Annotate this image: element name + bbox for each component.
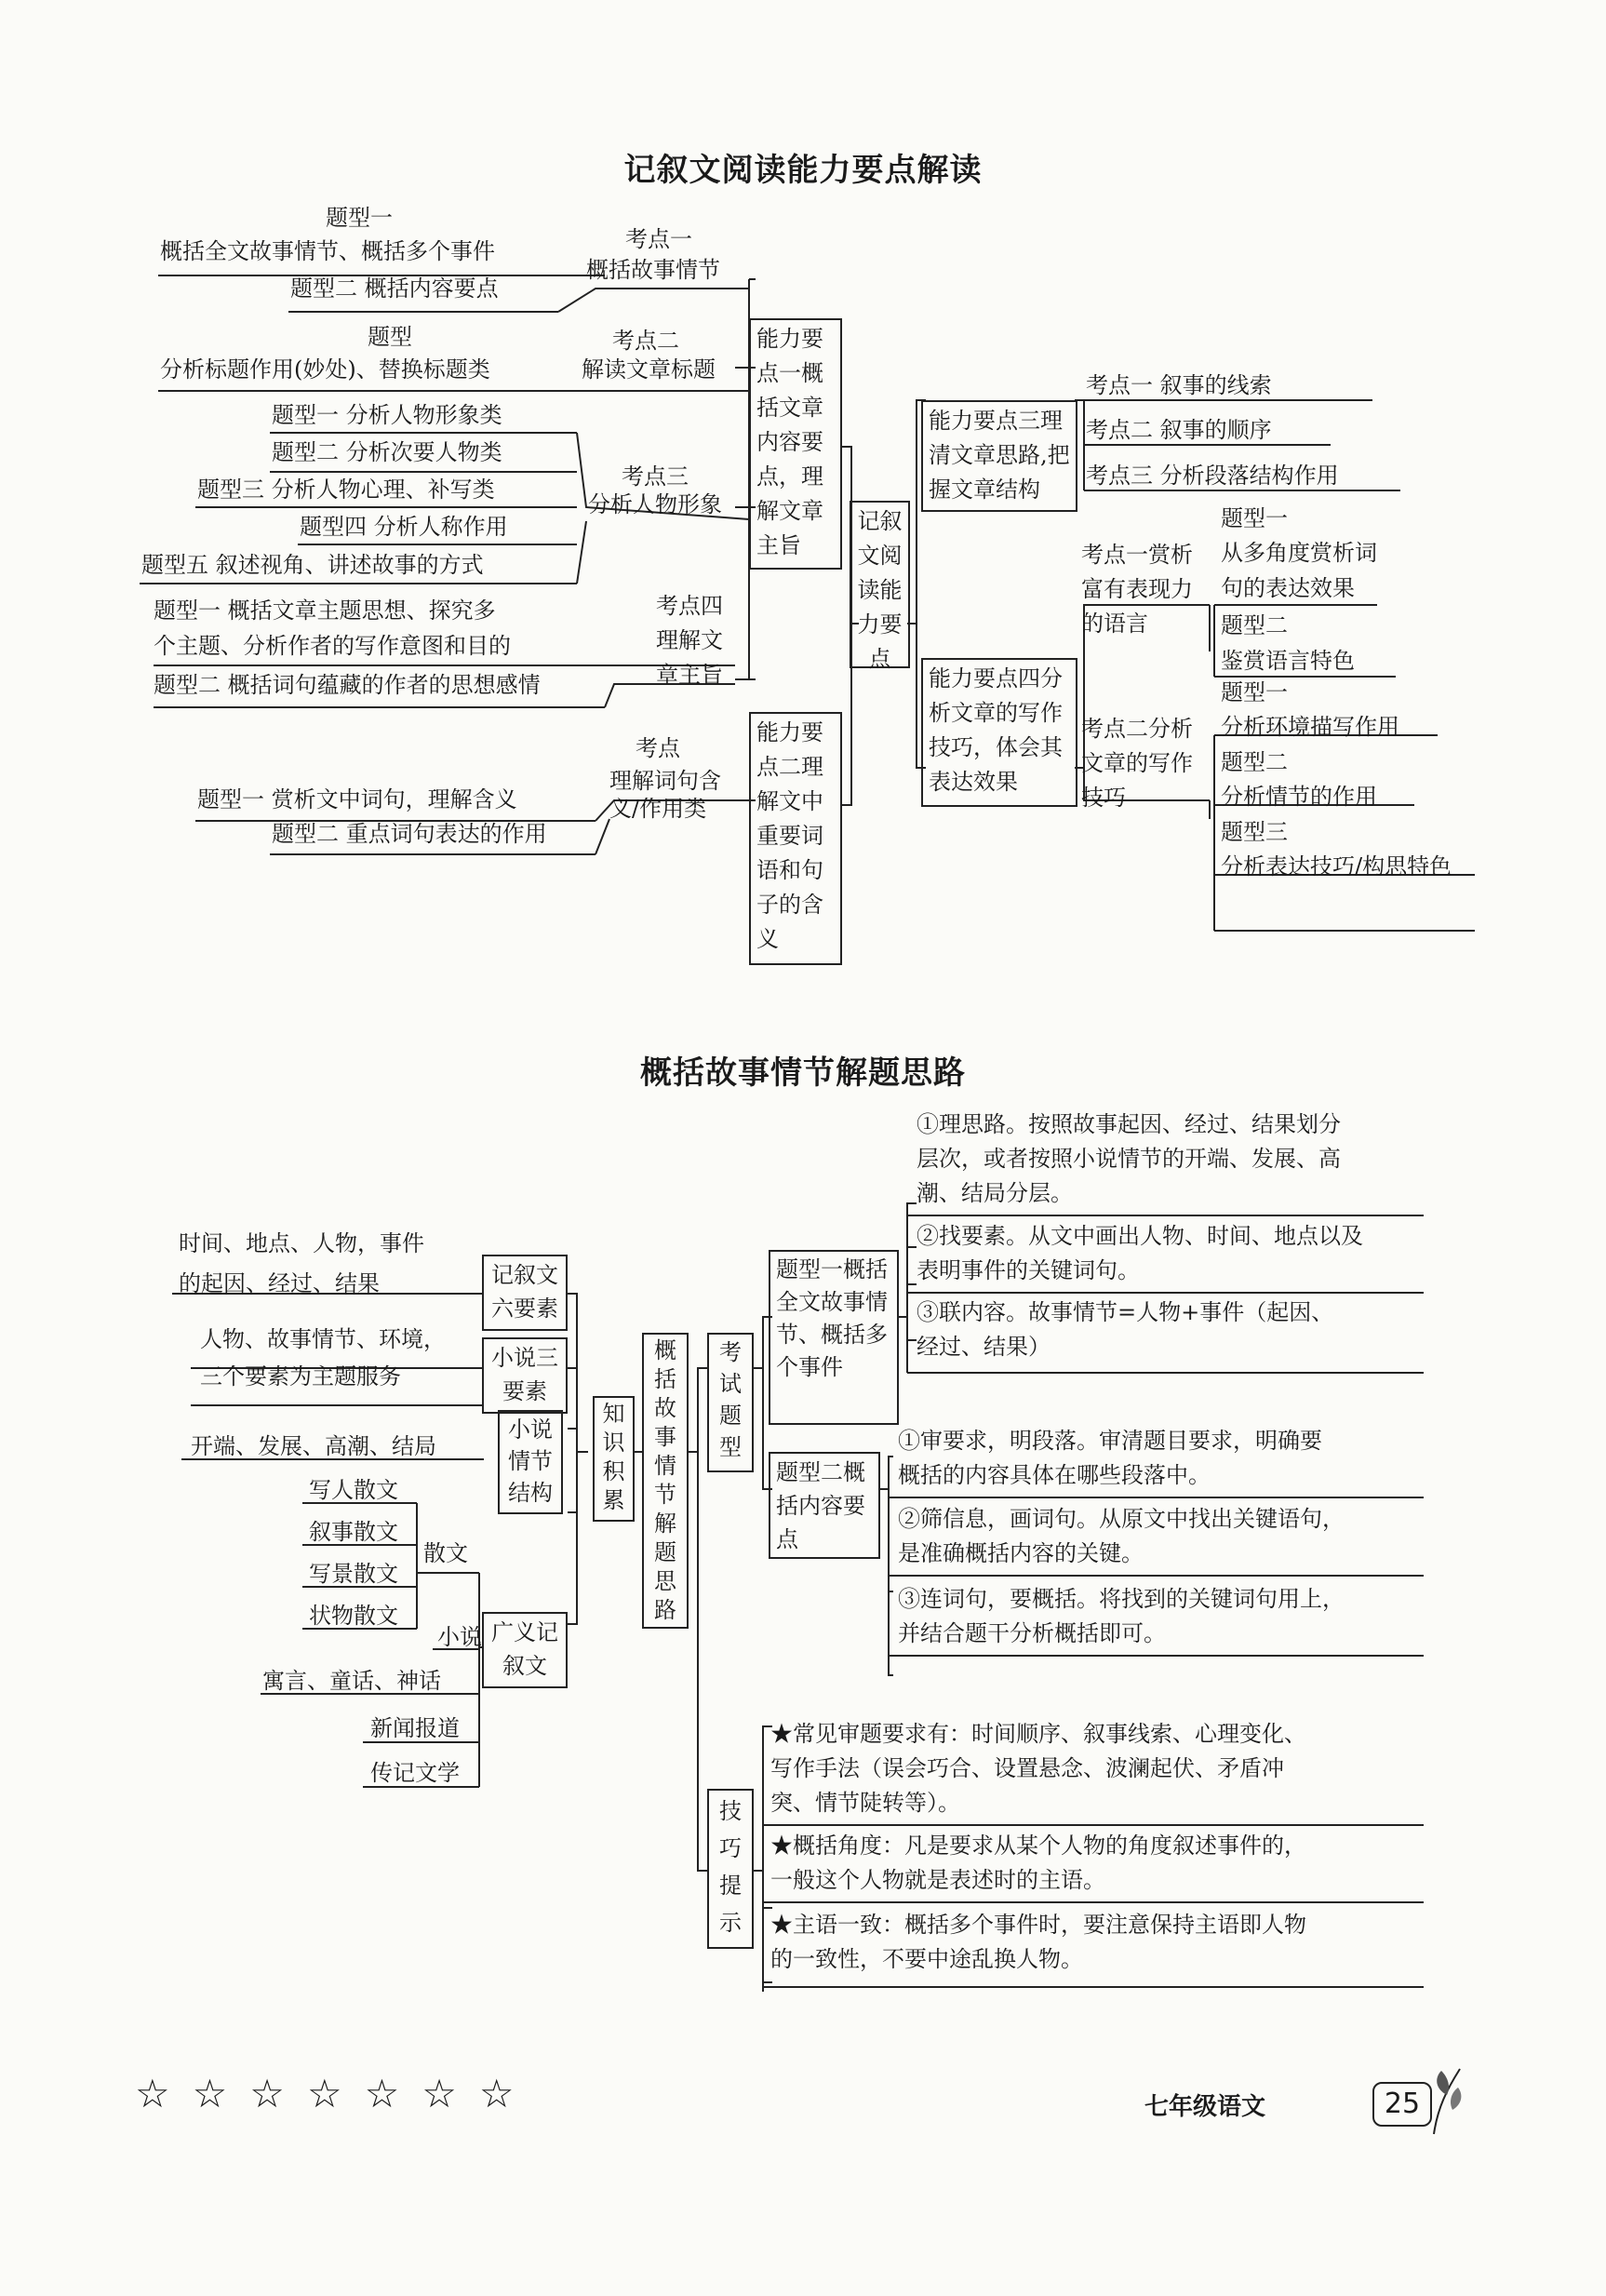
- footer-stars: ☆☆☆☆☆☆☆: [135, 2071, 537, 2116]
- k2-type-a: 题型: [368, 324, 412, 350]
- a4k2-t2-b: 分析情节的作用: [1221, 784, 1377, 810]
- e1-type2: 题型二 重点词句表达的作用: [272, 821, 547, 847]
- k2-label-b: 解读文章标题: [582, 356, 716, 383]
- others-1: 寓言、童话、神话: [262, 1668, 441, 1694]
- page-number: 25: [1372, 2082, 1432, 2127]
- l1-a: 时间、地点、人物，事件: [179, 1230, 424, 1256]
- l3-box: 小说情节结构: [498, 1410, 563, 1514]
- san-2: 叙事散文: [309, 1519, 398, 1545]
- tip1: [770, 1717, 1422, 1820]
- ability1-box: 能力要点一概括文章内容要点，理解文章主旨: [749, 318, 842, 570]
- l2-a: 人物、故事情节、环境，: [200, 1326, 446, 1352]
- req3: [898, 1582, 1424, 1651]
- e1-label-a: 考点: [636, 735, 680, 761]
- rule-tip2: [763, 1901, 1424, 1903]
- rule-req2: [889, 1575, 1424, 1577]
- k1-label-b: 概括故事情节: [586, 257, 720, 283]
- step3-line1: ③联内容。故事情节=人物+事件（起因、: [917, 1299, 1334, 1325]
- rule-tip1: [763, 1824, 1424, 1826]
- k4-label: 考点四理解文章主旨: [656, 593, 723, 688]
- a4k1-t1-c: 句的表达效果: [1221, 575, 1355, 601]
- k4-type1-b: 个主题、分析作者的写作意图和目的: [154, 633, 511, 659]
- a4k2-t3-a: 题型三: [1221, 819, 1288, 845]
- ability3-box: 能力要点三理清文章思路,把握文章结构: [921, 400, 1077, 512]
- diagram1-title: 记叙文阅读能力要点解读: [623, 152, 983, 189]
- e1-label-c: 义/作用类: [609, 796, 707, 822]
- tip3-line1: ★主语一致：概括多个事件时，要注意保持主语即人物: [770, 1912, 1306, 1938]
- san-1: 写人散文: [309, 1477, 398, 1503]
- k2-type-b: 分析标题作用(妙处)、替换标题类: [160, 356, 490, 383]
- ability4-box: 能力要点四分析文章的写作技巧，体会其表达效果: [921, 658, 1077, 807]
- tip3: [770, 1908, 1422, 1977]
- step2-line1: ②找要素。从文中画出人物、时间、地点以及: [917, 1223, 1363, 1249]
- req3-line1: ③连词句，要概括。将找到的关键词句用上，: [898, 1586, 1345, 1612]
- req1-line1: ①审要求，明段落。审清题目要求，明确要: [898, 1428, 1322, 1454]
- rule-step2: [907, 1292, 1424, 1294]
- rule-step1: [907, 1215, 1424, 1216]
- k1-type1-desc: 概括全文故事情节、概括多个事件: [160, 238, 495, 264]
- k4-type2: 题型二 概括词句蕴藏的作者的思想感情: [154, 672, 541, 698]
- l3-a: 开端、发展、高潮、结局: [191, 1433, 436, 1459]
- guangyi-box: 广义记叙文: [482, 1612, 568, 1688]
- e1-label-b: 理解词句含: [609, 768, 721, 794]
- tip1-line1: ★常见审题要求有：时间顺序、叙事线索、心理变化、: [770, 1721, 1306, 1747]
- step3-line2: 经过、结果）: [917, 1334, 1051, 1360]
- a4-kaodian2: 考点二分析文章的写作技巧: [1081, 716, 1193, 811]
- step2-line2: 表明事件的关键词句。: [917, 1257, 1140, 1283]
- k1-type1-label: 题型一: [326, 205, 393, 231]
- kaoshi-box: 考试题型: [707, 1333, 754, 1472]
- k2-label-a: 考点二: [612, 328, 679, 354]
- center-box: 记叙文阅读能力要点: [850, 501, 910, 668]
- k3-type5: 题型五 叙述视角、讲述故事的方式: [141, 552, 484, 578]
- main-box: 概括故事情节解题思路: [642, 1333, 689, 1629]
- ability3-item-2: 考点二 叙事的顺序: [1086, 417, 1272, 443]
- req2-line2: 是准确概括内容的关键。: [898, 1540, 1144, 1566]
- step3: [917, 1296, 1424, 1364]
- k3-label-b: 分析人物形象: [588, 491, 722, 517]
- a4k2-t2-a: 题型二: [1221, 749, 1288, 775]
- step1-line2: 层次，或者按照小说情节的开端、发展、高: [917, 1146, 1341, 1172]
- req1: [898, 1424, 1424, 1493]
- k3-type4: 题型四 分析人称作用: [300, 514, 508, 540]
- k4-type1-a: 题型一 概括文章主题思想、探究多: [154, 597, 496, 624]
- ability3-item-1: 考点一 叙事的线索: [1086, 372, 1272, 398]
- tip3-line2: 的一致性，不要中途乱换人物。: [770, 1946, 1083, 1972]
- step1-line3: 潮、结局分层。: [917, 1180, 1073, 1206]
- ability2-box: 能力要点二理解文中重要词语和句子的含义: [749, 712, 842, 965]
- tip2-line1: ★概括角度：凡是要求从某个人物的角度叙述事件的，: [770, 1833, 1306, 1859]
- san-label: 散文: [423, 1540, 468, 1566]
- step2: [917, 1219, 1424, 1288]
- tip1-line3: 突、情节陡转等）。: [770, 1790, 960, 1816]
- zhishi-box: 知识积累: [593, 1396, 635, 1522]
- req2-line1: ②筛信息，画词句。从原文中找出关键语句，: [898, 1506, 1345, 1532]
- a4k2-t3-b: 分析表达技巧/构思特色: [1221, 853, 1452, 879]
- l2-box: 小说三要素: [482, 1337, 568, 1414]
- a4-kaodian1: 考点一赏析富有表现力的语言: [1081, 542, 1193, 637]
- rule-tip3: [763, 1986, 1424, 1988]
- ability3-item-3: 考点三 分析段落结构作用: [1086, 463, 1339, 489]
- a4k2-t1-b: 分析环境描写作用: [1221, 714, 1399, 740]
- k3-type2: 题型二 分析次要人物类: [272, 439, 502, 465]
- req1-line2: 概括的内容具体在哪些段落中。: [898, 1462, 1211, 1488]
- others-2: 新闻报道: [370, 1715, 460, 1741]
- a4k2-t1-a: 题型一: [1221, 679, 1288, 705]
- req2: [898, 1502, 1424, 1571]
- rule-step3: [907, 1372, 1424, 1374]
- tip2: [770, 1829, 1422, 1898]
- step1-line1: ①理思路。按照故事起因、经过、结果划分: [917, 1111, 1341, 1137]
- a4k1-t2-b: 鉴赏语言特色: [1221, 648, 1355, 674]
- san-4: 状物散文: [309, 1603, 398, 1629]
- leaf-decoration-icon: [1428, 2061, 1465, 2136]
- l1-box: 记叙文六要素: [482, 1255, 568, 1331]
- tx2-box: 题型二概括内容要点: [769, 1452, 880, 1559]
- diagram2-title: 概括故事情节解题思路: [640, 1054, 966, 1092]
- req3-line2: 并结合题干分析概括即可。: [898, 1620, 1166, 1646]
- rule-req1: [889, 1497, 1424, 1498]
- k1-label-a: 考点一: [625, 226, 692, 252]
- l1-b: 的起因、经过、结果: [179, 1270, 380, 1296]
- e1-type1: 题型一 赏析文中词句，理解含义: [197, 786, 517, 812]
- step1: [917, 1108, 1424, 1211]
- tip1-line2: 写作手法（误会巧合、设置悬念、波澜起伏、矛盾冲: [770, 1755, 1284, 1781]
- k3-type1: 题型一 分析人物形象类: [272, 402, 502, 428]
- tip2-line2: 一般这个人物就是表述时的主语。: [770, 1867, 1105, 1893]
- tx1-box: 题型一概括全文故事情节、概括多个事件: [769, 1250, 899, 1425]
- k3-label-a: 考点三: [622, 463, 689, 490]
- others-3: 传记文学: [370, 1760, 460, 1786]
- l2-b: 三个要素为主题服务: [200, 1363, 401, 1390]
- k1-type2: 题型二 概括内容要点: [290, 275, 499, 302]
- jiqiao-box: 技巧提示: [707, 1789, 754, 1949]
- a4k1-t1-a: 题型一: [1221, 505, 1288, 531]
- footer-label: 七年级语文: [1144, 2093, 1266, 2121]
- a4k1-t2-a: 题型二: [1221, 612, 1288, 638]
- san-3: 写景散文: [309, 1561, 398, 1587]
- k3-type3: 题型三 分析人物心理、补写类: [197, 477, 495, 503]
- rule-req3: [889, 1655, 1424, 1657]
- a4k1-t1-b: 从多角度赏析词: [1221, 540, 1377, 566]
- xiaoshuo-label: 小说: [437, 1624, 482, 1650]
